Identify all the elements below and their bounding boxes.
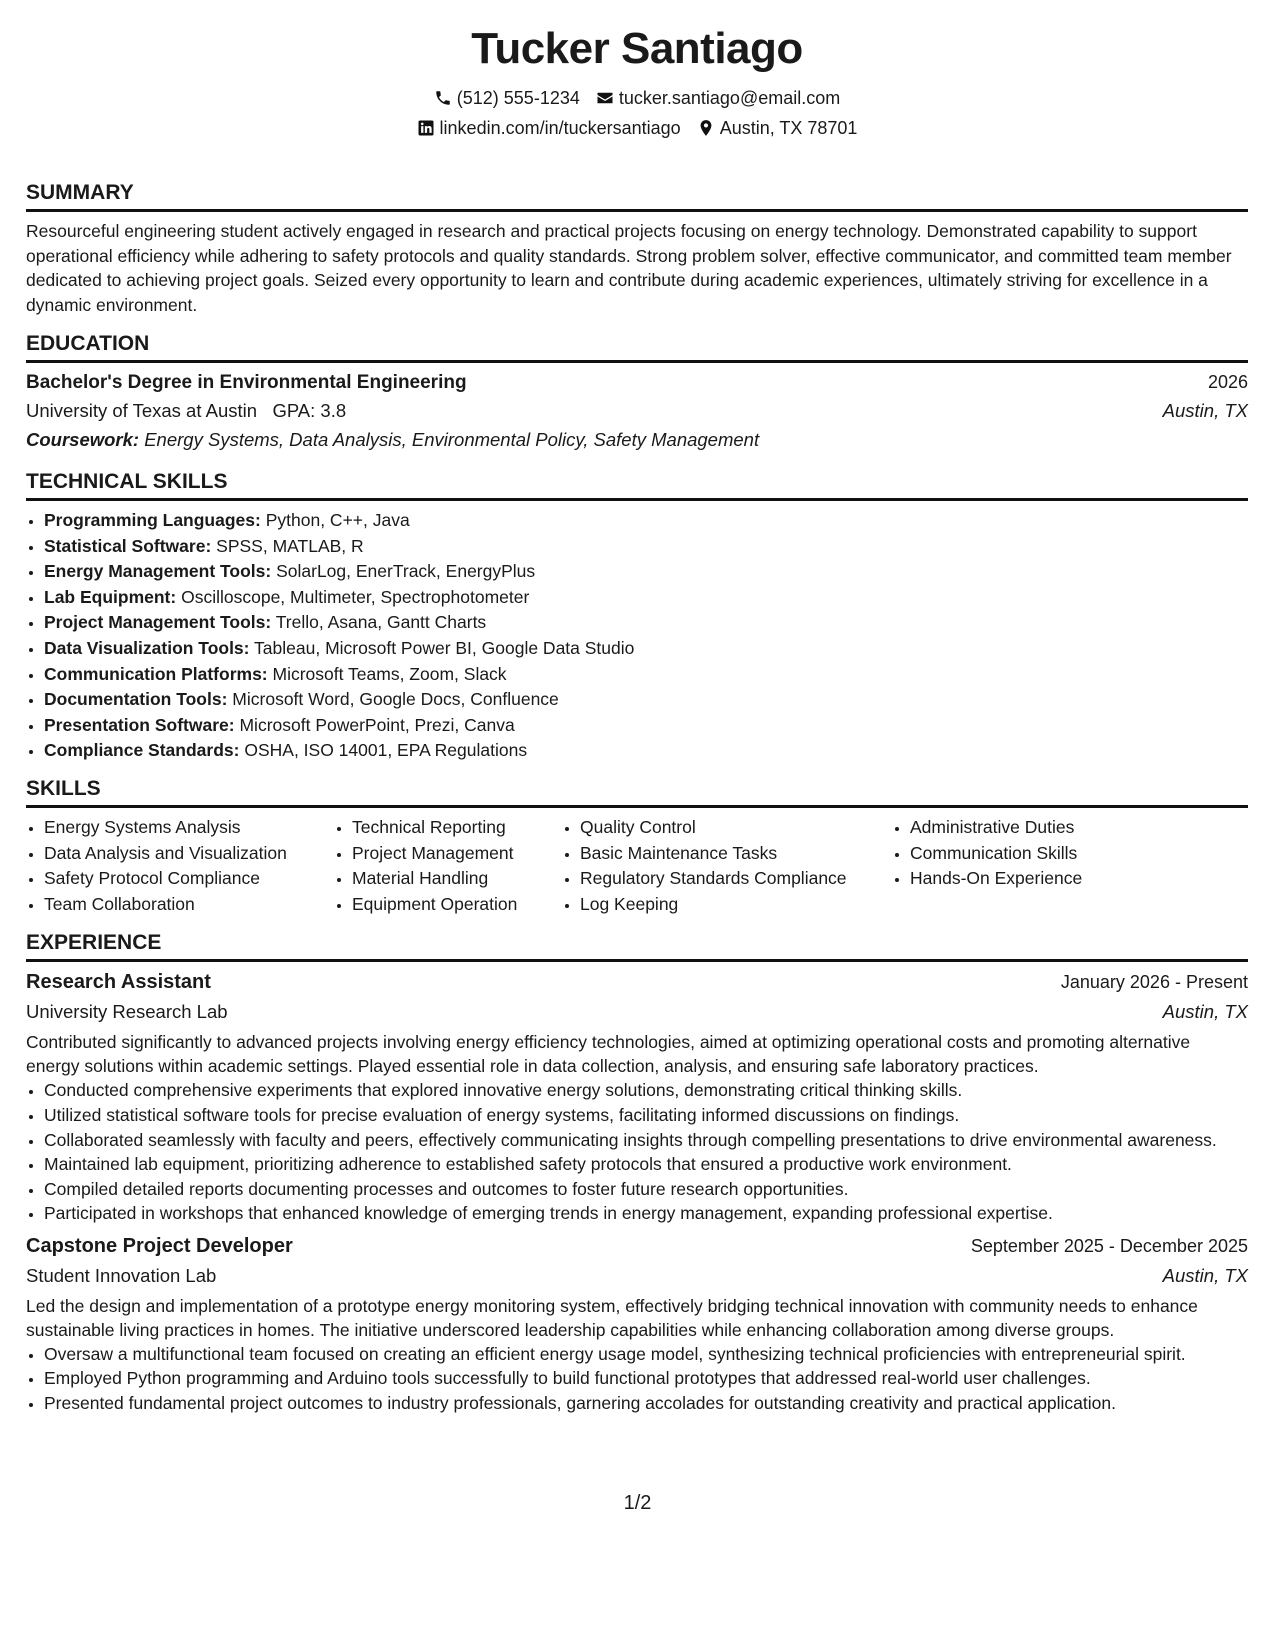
list-item bbox=[44, 713, 1248, 739]
list-item bbox=[44, 559, 1248, 585]
skills-column-2 bbox=[334, 815, 562, 917]
job-dates: September 2025 - December 2025 bbox=[970, 1235, 1248, 1256]
section-title-education: EDUCATION bbox=[26, 331, 1248, 363]
contact-email[interactable] bbox=[596, 86, 840, 110]
job-org-row bbox=[26, 998, 1248, 1026]
job-header-row bbox=[26, 968, 1248, 996]
skills-column-3 bbox=[562, 815, 892, 917]
candidate-name: Tucker Santiago bbox=[471, 24, 803, 73]
coursework-list: Energy Systems, Data Analysis, Environmental Policy, Safety Management bbox=[144, 429, 760, 450]
graduation-year: 2026 bbox=[1207, 372, 1248, 392]
skill-values: Trello, Asana, Gantt Charts bbox=[275, 612, 487, 633]
list-item bbox=[44, 662, 1248, 688]
school-location: Austin, TX bbox=[1162, 400, 1248, 421]
list-item: • Basic Maintenance Tasks bbox=[580, 841, 892, 867]
list-item: • Team Collaboration bbox=[44, 892, 334, 918]
skill-category: Project Management Tools: bbox=[44, 612, 272, 633]
job-research-assistant bbox=[26, 968, 1248, 1226]
list-item bbox=[44, 534, 1248, 560]
list-item: • Communication Skills bbox=[910, 841, 1160, 867]
page-number: 1/2 bbox=[623, 1492, 652, 1514]
list-item bbox=[44, 738, 1248, 764]
list-item: • Log Keeping bbox=[580, 892, 892, 918]
list-item bbox=[44, 585, 1248, 611]
list-item: • Material Handling bbox=[352, 866, 562, 892]
linkedin-text: linkedin.com/in/tuckersantiago bbox=[439, 118, 681, 138]
list-item bbox=[44, 687, 1248, 713]
job-title: Research Assistant bbox=[26, 971, 211, 994]
list-item: • Collaborated seamlessly with faculty and peers, effectively communicating insights through compelling presentations to drive environmental awareness. bbox=[44, 1128, 1248, 1153]
coursework bbox=[26, 425, 1248, 455]
job-description: Led the design and implementation of a prototype energy monitoring system, effectively bridging technical innovation with community needs to enhance sustainable living practices in homes. The initiative underscored leadership capabilities while enhancing collaboration among diverse groups. bbox=[26, 1295, 1198, 1340]
list-item: • Hands-On Experience bbox=[910, 866, 1160, 892]
list-item: • Energy Systems Analysis bbox=[44, 815, 334, 841]
job-title: Capstone Project Developer bbox=[26, 1234, 293, 1257]
phone-icon bbox=[434, 89, 452, 107]
job-organization: Student Innovation Lab bbox=[26, 1264, 217, 1286]
job-bullets bbox=[26, 1342, 1248, 1416]
list-item bbox=[44, 636, 1248, 662]
degree-title: Bachelor's Degree in Environmental Engineering bbox=[26, 372, 467, 393]
job-dates: January 2026 - Present bbox=[1060, 972, 1248, 993]
section-title-technical-skills: TECHNICAL SKILLS bbox=[26, 469, 1248, 501]
skills-column-1 bbox=[26, 815, 334, 917]
education-school-row bbox=[26, 397, 1248, 425]
skill-values: Tableau, Microsoft Power BI, Google Data Studio bbox=[254, 637, 635, 658]
skill-category: Statistical Software: bbox=[44, 535, 212, 556]
list-item bbox=[44, 610, 1248, 636]
skill-values: Microsoft PowerPoint, Prezi, Canva bbox=[239, 714, 515, 735]
job-location: Austin, TX bbox=[1162, 1264, 1248, 1286]
list-item: • Presented fundamental project outcomes to industry professionals, garnering accolades for outstanding creativity and practical application. bbox=[44, 1391, 1248, 1416]
list-item: • Safety Protocol Compliance bbox=[44, 866, 334, 892]
school-name: University of Texas at Austin bbox=[26, 400, 258, 421]
list-item: • Data Analysis and Visualization bbox=[44, 841, 334, 867]
list-item: • Participated in workshops that enhanced knowledge of emerging trends in energy management, expanding professional expertise. bbox=[44, 1201, 1248, 1226]
contact-phone bbox=[434, 86, 580, 110]
email-text: tucker.santiago@email.com bbox=[618, 88, 841, 108]
list-item: • Utilized statistical software tools for precise evaluation of energy systems, facilitating informed discussions on findings. bbox=[44, 1103, 1248, 1128]
skill-category: Documentation Tools: bbox=[44, 689, 228, 710]
job-description: Contributed significantly to advanced projects involving energy efficiency technologies, aimed at optimizing operational costs and promoting alternative energy solutions within academic settings. Played essential role in data collection, analysis, and ensuring safe laboratory practices. bbox=[26, 1032, 1191, 1077]
list-item: • Technical Reporting bbox=[352, 815, 562, 841]
job-capstone-project-developer bbox=[26, 1232, 1248, 1416]
skill-values: SPSS, MATLAB, R bbox=[216, 535, 364, 556]
skill-values: Microsoft Teams, Zoom, Slack bbox=[272, 663, 507, 684]
school-info bbox=[26, 397, 346, 425]
list-item: • Oversaw a multifunctional team focused on creating an efficient energy usage model, synthesizing technical proficiencies with entrepreneurial spirit. bbox=[44, 1342, 1248, 1367]
list-item: • Administrative Duties bbox=[910, 815, 1160, 841]
skill-category: Lab Equipment: bbox=[44, 586, 177, 607]
education-degree-row bbox=[26, 368, 1248, 397]
skill-category: Programming Languages: bbox=[44, 510, 261, 530]
list-item bbox=[44, 508, 1248, 534]
skill-values: Oscilloscope, Multimeter, Spectrophotometer bbox=[181, 586, 530, 607]
coursework-label: Coursework: bbox=[26, 429, 140, 450]
skill-category: Energy Management Tools: bbox=[44, 561, 272, 582]
list-item: • Compiled detailed reports documenting processes and outcomes to foster future research opportunities. bbox=[44, 1177, 1248, 1202]
linkedin-icon bbox=[417, 119, 435, 137]
section-title-skills: SKILLS bbox=[26, 776, 1248, 808]
contact-line-secondary bbox=[26, 116, 1248, 140]
list-item: • Project Management bbox=[352, 841, 562, 867]
envelope-icon bbox=[596, 89, 614, 107]
contact-linkedin[interactable] bbox=[417, 116, 681, 140]
technical-skills-list bbox=[26, 508, 1248, 764]
gpa: GPA: 3.8 bbox=[272, 400, 347, 421]
skill-category: Data Visualization Tools: bbox=[44, 637, 250, 658]
skill-category: Presentation Software: bbox=[44, 714, 235, 735]
list-item: • Maintained lab equipment, prioritizing adherence to established safety protocols that ensured a productive work environment. bbox=[44, 1152, 1248, 1177]
section-title-summary: SUMMARY bbox=[26, 180, 1248, 212]
skill-category: Compliance Standards: bbox=[44, 740, 240, 761]
job-org-row bbox=[26, 1262, 1248, 1290]
list-item: • Employed Python programming and Arduino tools successfully to build functional prototypes that addressed real-world user challenges. bbox=[44, 1366, 1248, 1391]
skill-values: SolarLog, EnerTrack, EnergyPlus bbox=[276, 561, 536, 582]
job-header-row bbox=[26, 1232, 1248, 1260]
list-item: • Regulatory Standards Compliance bbox=[580, 866, 892, 892]
summary-text: Resourceful engineering student actively engaged in research and practical projects focusing on energy technology. Demonstrated capability to support operational efficiency while adhering to safety protocols and quality standards. Strong problem solver, effective communicator, and committed team member dedicated to achieving project goals. Seized every opportunity to learn and contribute during academic experiences, ultimately striving for excellence in a dynamic environment. bbox=[26, 221, 1232, 315]
skills-column-4 bbox=[892, 815, 1160, 917]
job-location: Austin, TX bbox=[1162, 1001, 1248, 1023]
list-item: • Quality Control bbox=[580, 815, 892, 841]
skills-grid bbox=[26, 815, 1248, 917]
section-title-experience: EXPERIENCE bbox=[26, 930, 1248, 962]
skill-values: Python, C++, Java bbox=[265, 510, 410, 530]
contact-location bbox=[697, 116, 858, 140]
job-bullets bbox=[26, 1078, 1248, 1226]
phone-text: (512) 555-1234 bbox=[456, 88, 580, 108]
resume-page bbox=[26, 0, 1248, 1416]
list-item: • Conducted comprehensive experiments that explored innovative energy solutions, demonstrating critical thinking skills. bbox=[44, 1078, 1248, 1103]
list-item: • Equipment Operation bbox=[352, 892, 562, 918]
contact-line-primary bbox=[26, 86, 1248, 110]
map-pin-icon bbox=[697, 119, 715, 137]
skill-category: Communication Platforms: bbox=[44, 663, 268, 684]
location-text: Austin, TX 78701 bbox=[719, 118, 858, 138]
skill-values: Microsoft Word, Google Docs, Confluence bbox=[232, 689, 559, 710]
job-organization: University Research Lab bbox=[26, 1001, 228, 1023]
skill-values: OSHA, ISO 14001, EPA Regulations bbox=[244, 740, 528, 761]
